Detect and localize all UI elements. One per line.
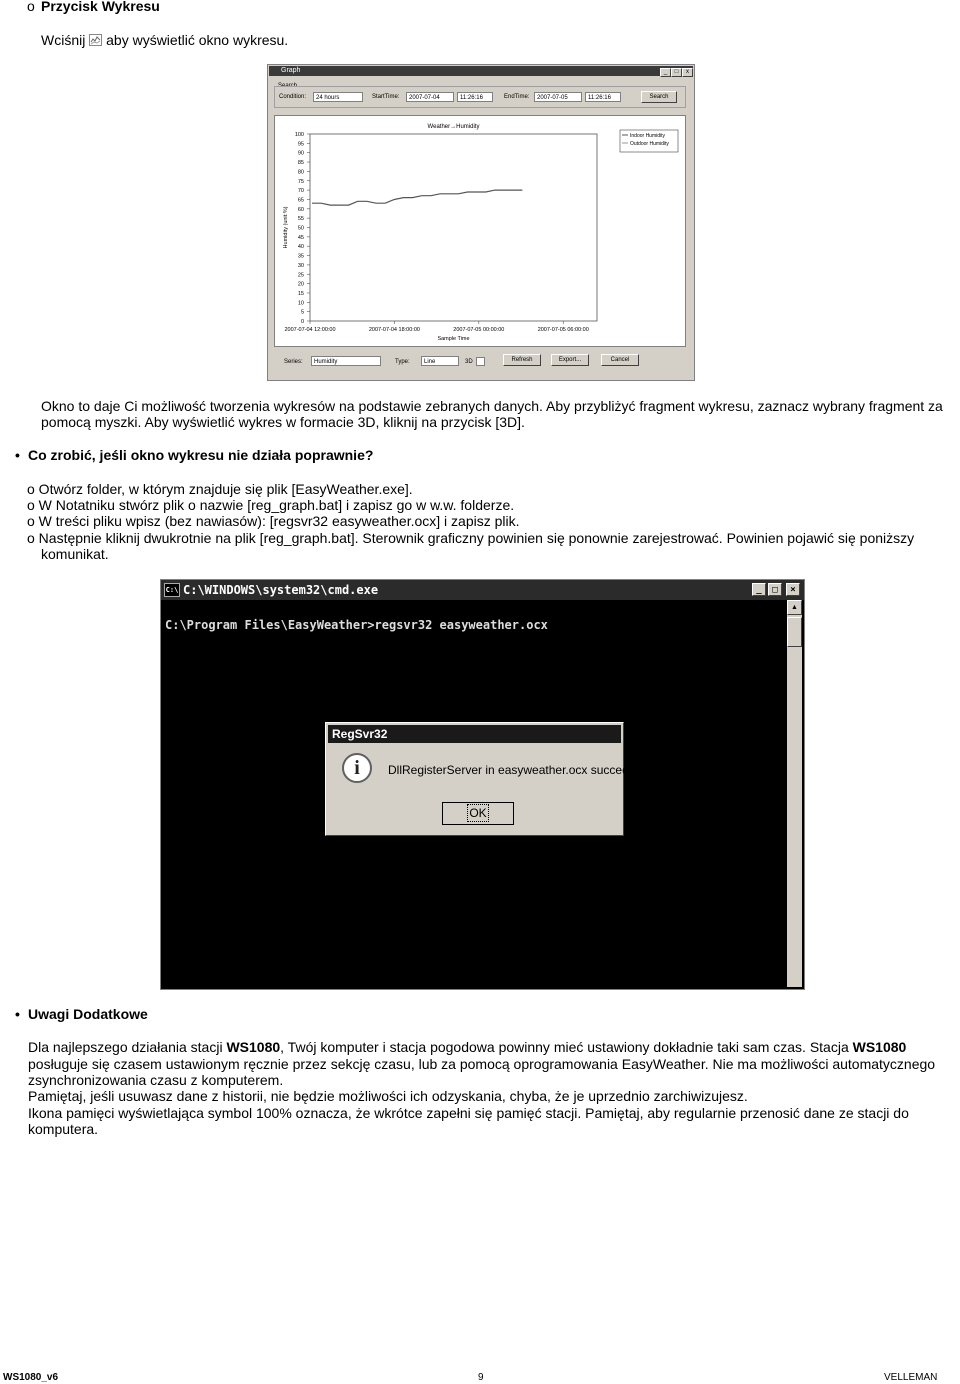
- y-tick-label: 40: [297, 244, 304, 251]
- dialog-title: RegSvr32: [328, 725, 621, 743]
- model-name: WS1080: [226, 1039, 281, 1055]
- y-tick-label: 20: [297, 281, 304, 288]
- graph-window-titlebar: [269, 66, 693, 76]
- cmd-scrollbar[interactable]: [787, 600, 802, 987]
- y-tick-label: 55: [297, 216, 304, 223]
- search-button[interactable]: Search: [641, 91, 677, 103]
- close-icon[interactable]: x: [682, 68, 693, 77]
- three-d-checkbox[interactable]: [476, 357, 485, 366]
- y-tick-label: 15: [297, 290, 304, 297]
- series-label: Series:: [284, 359, 303, 365]
- y-tick-label: 5: [300, 309, 304, 316]
- cmd-icon: C:\: [164, 583, 180, 597]
- cmd-title: C:\WINDOWS\system32\cmd.exe: [183, 583, 379, 597]
- condition-label: Condition:: [279, 94, 307, 100]
- section-heading-troubleshoot: Co zrobić, jeśli okno wykresu nie działa poprawnie?: [28, 447, 374, 463]
- export-button[interactable]: Export...: [551, 354, 589, 366]
- paragraph-line: Okno to daje Ci możliwość tworzenia wykresów na podstawie zebranych danych. Aby przybliżyć fragment wykresu, zaznacz wybrany fragment za: [41, 398, 943, 414]
- step-item: o W Notatniku stwórz plik o nazwie [reg_graph.bat] i zapisz go w w.w. folderze.: [27, 497, 515, 513]
- y-tick-label: 60: [297, 206, 304, 213]
- y-tick-label: 90: [297, 150, 304, 157]
- y-tick-label: 95: [297, 141, 304, 148]
- minimize-icon[interactable]: _: [752, 583, 766, 596]
- y-tick-label: 100: [294, 132, 304, 138]
- x-tick-label: 2007-07-04 12:00:00: [284, 327, 336, 333]
- ok-button[interactable]: [442, 802, 514, 825]
- legend-label: Outdoor Humidity: [630, 141, 669, 147]
- y-tick-label: 50: [297, 225, 304, 232]
- model-name: WS1080: [852, 1039, 907, 1055]
- x-tick-label: 2007-07-04 18:00:00: [368, 327, 420, 333]
- bullet-o: o: [27, 0, 35, 14]
- info-icon: i: [342, 753, 372, 783]
- press-line: [41, 32, 288, 49]
- chart-title: Weather→Humidity: [427, 124, 480, 130]
- y-tick-label: 85: [297, 160, 304, 167]
- cancel-button[interactable]: Cancel: [601, 354, 639, 366]
- scroll-up-icon[interactable]: ▲: [787, 600, 802, 615]
- y-tick-label: 45: [297, 234, 304, 241]
- y-tick-label: 65: [297, 197, 304, 204]
- x-tick-label: 2007-07-05 06:00:00: [537, 327, 589, 333]
- minimize-icon[interactable]: _: [660, 68, 671, 77]
- bullet-icon: •: [15, 447, 20, 463]
- y-tick-label: 0: [300, 319, 304, 325]
- cmd-command-line: C:\Program Files\EasyWeather>regsvr32 easyweather.ocx: [165, 618, 548, 632]
- section-heading-graph-button: Przycisk Wykresu: [41, 0, 160, 14]
- step-item: o W treści pliku wpisz (bez nawiasów): [regsvr32 easyweather.ocx] i zapisz plik.: [27, 513, 520, 529]
- graph-window-title: Graph: [281, 67, 301, 74]
- section-heading-notes: Uwagi Dodatkowe: [28, 1006, 148, 1022]
- notes-line: posługuje się czasem ustawionym ręcznie przez sekcję czasu, lub za pomocą oprogramowania EasyWeather. Nie ma możliwości automatycznego: [28, 1056, 936, 1072]
- notes-line: komputera.: [28, 1121, 99, 1137]
- refresh-button[interactable]: Refresh: [503, 354, 541, 366]
- y-tick-label: 70: [297, 188, 304, 195]
- close-icon[interactable]: ×: [786, 583, 800, 596]
- start-time-field[interactable]: 11:26:16: [457, 92, 493, 102]
- step-item: o Otwórz folder, w którym znajduje się plik [EasyWeather.exe].: [27, 481, 413, 497]
- notes-line: Ikona pamięci wyświetlająca symbol 100% oznacza, że wkrótce zapełni się pamięć stacji. Pamiętaj, aby regularnie przenosić dane ze stacji do: [28, 1105, 909, 1121]
- y-tick-label: 25: [297, 272, 304, 279]
- start-date-field[interactable]: 2007-07-04: [406, 92, 454, 102]
- paragraph-line: pomocą myszki. Aby wyświetlić wykres w formacie 3D, kliknij na przycisk [3D].: [41, 414, 525, 430]
- end-time-label: EndTime:: [504, 94, 530, 100]
- x-axis-label: Sample Time: [437, 336, 470, 342]
- end-date-field[interactable]: 2007-07-05: [534, 92, 582, 102]
- step-item: o Następnie kliknij dwukrotnie na plik [reg_graph.bat]. Sterownik graficzny powinien się ponownie zarejestrować. Powinien pojawić się poniższy: [27, 530, 915, 546]
- ok-button-label: OK: [469, 806, 487, 820]
- y-tick-label: 75: [297, 178, 304, 185]
- footer-brand: VELLEMAN: [884, 1372, 938, 1383]
- notes-line: zsynchronizowania czasu z komputerem.: [28, 1072, 284, 1088]
- y-tick-label: 10: [297, 300, 304, 307]
- graph-icon: [89, 33, 102, 45]
- type-label: Type:: [395, 359, 410, 365]
- press-text-after: aby wyświetlić okno wykresu.: [106, 32, 289, 48]
- footer-doc-id: WS1080_v6: [3, 1372, 59, 1383]
- notes-line: [28, 1039, 906, 1056]
- humidity-chart[interactable]: [275, 116, 685, 346]
- legend-label: Indoor Humidity: [630, 133, 666, 139]
- scroll-thumb[interactable]: [787, 617, 802, 647]
- y-axis-label: Humidity (unit:%): [283, 206, 289, 249]
- regsvr32-dialog: [325, 722, 653, 836]
- notes-line: Pamiętaj, jeśli usuwasz dane z historii, nie będzie możliwości ich odzyskania, chyba, że je uprzednio zarchiwizujesz.: [28, 1088, 748, 1104]
- chart-panel: [274, 115, 686, 347]
- notes-text: , Twój komputer i stacja pogodowa powinny mieć ustawiony dokładnie taki sam czas. Stacja: [280, 1039, 853, 1055]
- end-time-field[interactable]: 11:26:16: [585, 92, 621, 102]
- series-select[interactable]: Humidity: [311, 356, 381, 366]
- x-tick-label: 2007-07-05 00:00:00: [453, 327, 505, 333]
- start-time-label: StartTime:: [372, 94, 400, 100]
- cmd-titlebar: [161, 580, 804, 600]
- search-group-label: Search: [278, 83, 298, 89]
- type-select[interactable]: Line: [421, 356, 459, 366]
- three-d-label: 3D: [465, 359, 473, 365]
- notes-text: Dla najlepszego działania stacji: [28, 1039, 227, 1055]
- graph-window: [267, 64, 695, 381]
- condition-select[interactable]: 24 hours: [313, 92, 363, 102]
- y-tick-label: 30: [297, 262, 304, 269]
- plot-area: [310, 134, 597, 321]
- maximize-icon[interactable]: □: [671, 68, 682, 77]
- y-tick-label: 35: [297, 253, 304, 260]
- maximize-icon[interactable]: □: [768, 583, 782, 596]
- y-tick-label: 80: [297, 169, 304, 176]
- footer-page-number: 9: [478, 1372, 484, 1383]
- dialog-message: DllRegisterServer in easyweather.ocx succeeded.: [388, 763, 653, 777]
- press-text-before: Wciśnij: [41, 32, 86, 48]
- step-item: komunikat.: [41, 546, 109, 562]
- bullet-icon: •: [15, 1006, 20, 1022]
